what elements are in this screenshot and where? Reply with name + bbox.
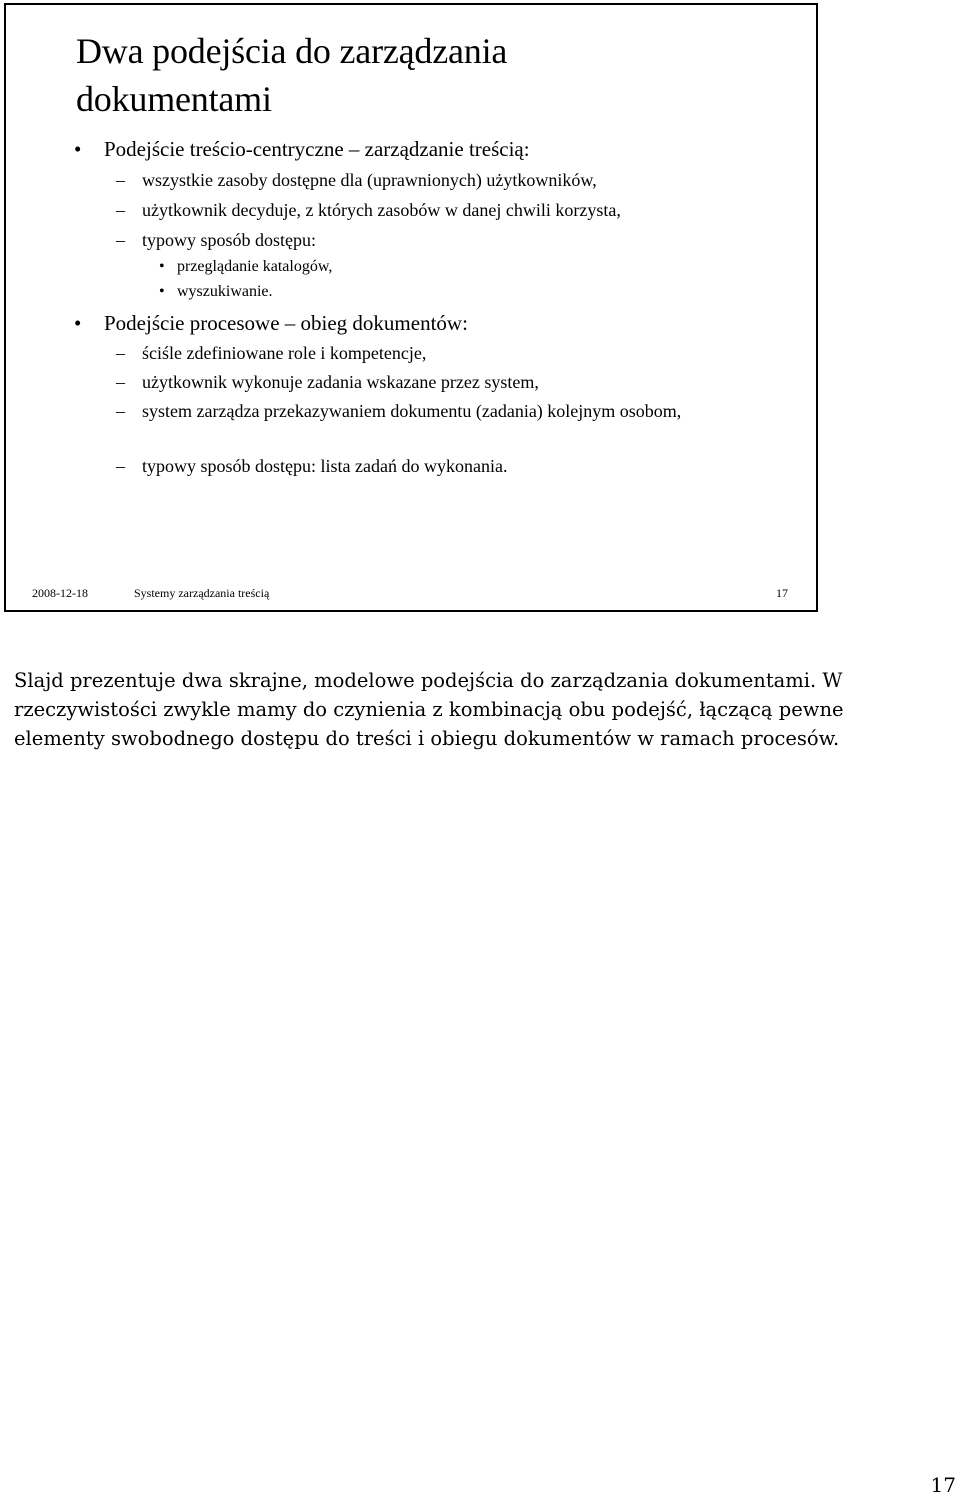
list-item — [116, 341, 427, 366]
list-item — [116, 198, 621, 223]
bullet-icon: • — [159, 258, 165, 275]
list-item — [116, 399, 702, 424]
dash-icon: – — [116, 343, 125, 363]
section-heading-label: Podejście procesowe – obieg dokumentów: — [104, 311, 468, 335]
slide-title: Dwa podejścia do zarządzania dokumentami — [76, 31, 508, 119]
list-item-label: użytkownik wykonuje zadania wskazane przez system, — [142, 372, 539, 392]
list-item — [116, 168, 597, 193]
section-heading-process — [74, 310, 468, 336]
bullet-icon: • — [74, 137, 82, 161]
slide-footer-title: Systemy zarządzania treścią — [134, 586, 270, 600]
sub-list-item-label: przeglądanie katalogów, — [177, 258, 333, 275]
bullet-icon: • — [74, 311, 82, 335]
sub-list-item-label: wyszukiwanie. — [177, 283, 273, 300]
dash-icon: – — [116, 200, 125, 220]
dash-icon: – — [116, 170, 125, 190]
slide-frame — [4, 3, 818, 612]
list-item-label: system zarządza przekazywaniem dokumentu (zadania) kolejnym osobom, — [142, 401, 682, 421]
dash-icon: – — [116, 401, 125, 421]
list-item-label: ściśle zdefiniowane role i kompetencje, — [142, 343, 427, 363]
dash-icon: – — [116, 456, 125, 476]
section-heading-label: Podejście treścio-centryczne – zarządzanie treścią: — [104, 137, 530, 161]
sub-list-item — [159, 281, 273, 303]
list-item-label: użytkownik decyduje, z których zasobów w danej chwili korzysta, — [142, 200, 621, 220]
bullet-icon: • — [159, 283, 165, 300]
speaker-notes: Slajd prezentuje dwa skrajne, modelowe podejścia do zarządzania dokumentami. W rzeczywistości zwykle mamy do czynienia z kombinacją obu podejść, łączącą pewne elementy swobodnego dostępu do treści i obiegu dokumentów w ramach procesów. — [14, 669, 844, 750]
page-number: 17 — [930, 1473, 956, 1497]
list-item — [116, 228, 317, 253]
list-item-label: typowy sposób dostępu: — [142, 230, 317, 250]
list-item — [116, 370, 539, 395]
slide-number: 17 — [776, 586, 788, 600]
list-item-label: wszystkie zasoby dostępne dla (uprawnionych) użytkowników, — [142, 170, 597, 190]
section-heading-content-centric — [74, 136, 530, 162]
slide-footer-date: 2008-12-18 — [32, 586, 88, 600]
sub-list-item — [159, 256, 333, 278]
list-item — [116, 454, 508, 479]
dash-icon: – — [116, 230, 125, 250]
list-item-label: typowy sposób dostępu: lista zadań do wykonania. — [142, 456, 508, 476]
dash-icon: – — [116, 372, 125, 392]
